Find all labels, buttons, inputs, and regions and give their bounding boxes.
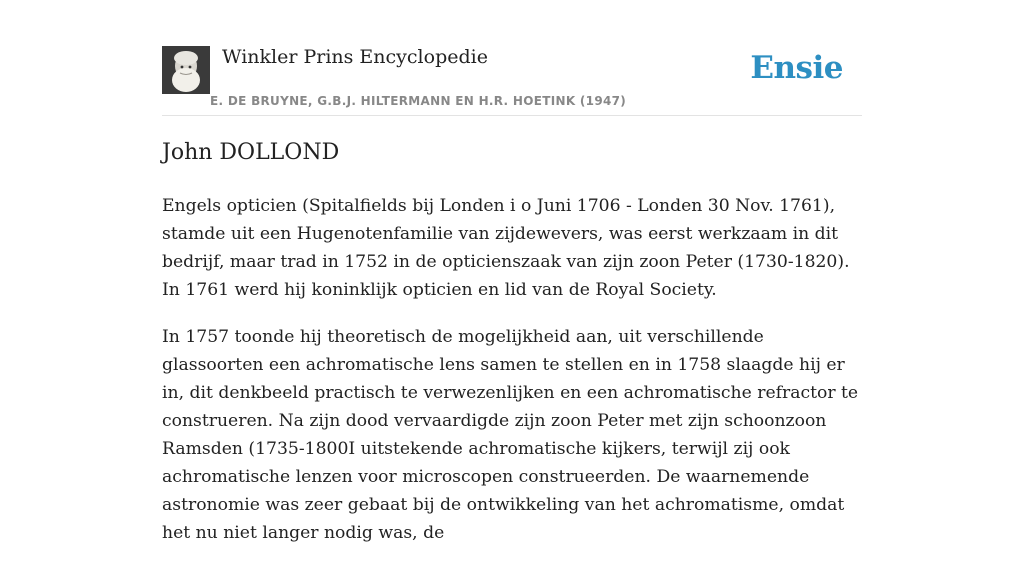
source-authors: E. DE BRUYNE, G.B.J. HILTERMANN EN H.R. HOETINK (1947)	[210, 94, 627, 108]
article-title: John DOLLOND	[162, 140, 340, 165]
source-header	[162, 46, 862, 116]
source-title[interactable]: Winkler Prins Encyclopedie	[222, 46, 488, 68]
article-body	[162, 192, 862, 566]
portrait-photo-icon[interactable]	[162, 46, 210, 94]
brand-logo[interactable]: Ensie	[750, 50, 843, 86]
paragraph: Engels opticien (Spitalfields bij Londen i o Juni 1706 - Londen 30 Nov. 1761), stamde uit een Hugenotenfamilie van zijdewevers, was eerst werkzaam in dit bedrijf, maar trad in 1752 in de opticienszaak van zijn zoon Peter (1730-1820). In 1761 werd hij koninklijk opticien en lid van de Royal Society.	[162, 196, 850, 300]
paragraph: In 1757 toonde hij theoretisch de mogelijkheid aan, uit verschillende glassoorten een achromatische lens samen te stellen en in 1758 slaagde hij er in, dit denkbeeld practisch te verwezenlijken en een achromatische refractor te construeren. Na zijn dood vervaardigde zijn zoon Peter met zijn schoonzoon Ramsden (1735-1800I uitstekende achromatische kijkers, terwijl zij ook achromatische lenzen voor microscopen construeerden. De waarnemende astronomie was zeer gebaat bij de ontwikkeling van het achromatisme, omdat het nu niet langer nodig was, de	[162, 327, 859, 543]
